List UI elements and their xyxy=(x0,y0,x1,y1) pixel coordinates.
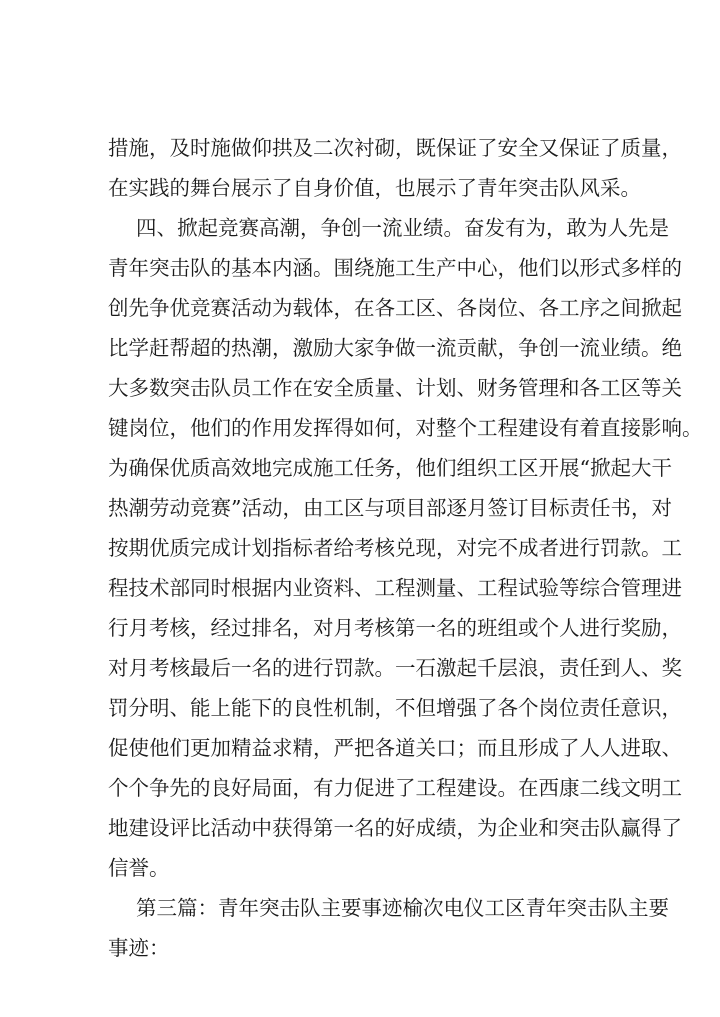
paragraph-line-16: 促使他们更加精益求精，严把各道关口；而且形成了人人进取、 xyxy=(108,736,682,760)
paragraph-line-18: 地建设评比活动中获得第一名的好成绩，为企业和突击队赢得了 xyxy=(108,816,682,840)
paragraph-line-2: 在实践的舞台展示了自身价值，也展示了青年突击队风采。 xyxy=(108,176,641,200)
paragraph-line-19: 信誉。 xyxy=(108,856,170,880)
paragraph-line-7: 大多数突击队员工作在安全质量、计划、财务管理和各工区等关 xyxy=(108,376,682,400)
paragraph-line-15: 罚分明、能上能下的良性机制，不但增强了各个岗位责任意识， xyxy=(108,696,682,720)
chapter-title-line-1: 第三篇：青年突击队主要事迹榆次电仪工区青年突击队主要 xyxy=(136,896,669,920)
paragraph-line-8: 键岗位，他们的作用发挥得如何，对整个工程建设有着直接影响。 xyxy=(108,416,703,440)
paragraph-line-5: 创先争优竞赛活动为载体，在各工区、各岗位、各工序之间掀起 xyxy=(108,296,682,320)
paragraph-line-6: 比学赶帮超的热潮，激励大家争做一流贡献，争创一流业绩。绝 xyxy=(108,336,682,360)
paragraph-line-10: 热潮劳动竞赛”活动，由工区与项目部逐月签订目标责任书，对 xyxy=(108,496,672,520)
section-heading-line: 四、掀起竞赛高潮，争创一流业绩。奋发有为，敢为人先是 xyxy=(136,216,669,240)
paragraph-line-13: 行月考核，经过排名，对月考核第一名的班组或个人进行奖励， xyxy=(108,616,682,640)
paragraph-line-11: 按期优质完成计划指标者给考核兑现，对完不成者进行罚款。工 xyxy=(108,536,682,560)
paragraph-line-17: 个个争先的良好局面，有力促进了工程建设。在西康二线文明工 xyxy=(108,776,682,800)
paragraph-line-1: 措施，及时施做仰拱及二次衬砌，既保证了安全又保证了质量， xyxy=(108,136,682,160)
chapter-title-line-2: 事迹： xyxy=(108,936,170,960)
paragraph-line-9: 为确保优质高效地完成施工任务，他们组织工区开展“掀起大干 xyxy=(108,456,672,480)
paragraph-line-12: 程技术部同时根据内业资料、工程测量、工程试验等综合管理进 xyxy=(108,576,682,600)
paragraph-line-14: 对月考核最后一名的进行罚款。一石激起千层浪，责任到人、奖 xyxy=(108,656,682,680)
paragraph-line-4: 青年突击队的基本内涵。围绕施工生产中心，他们以形式多样的 xyxy=(108,256,682,280)
